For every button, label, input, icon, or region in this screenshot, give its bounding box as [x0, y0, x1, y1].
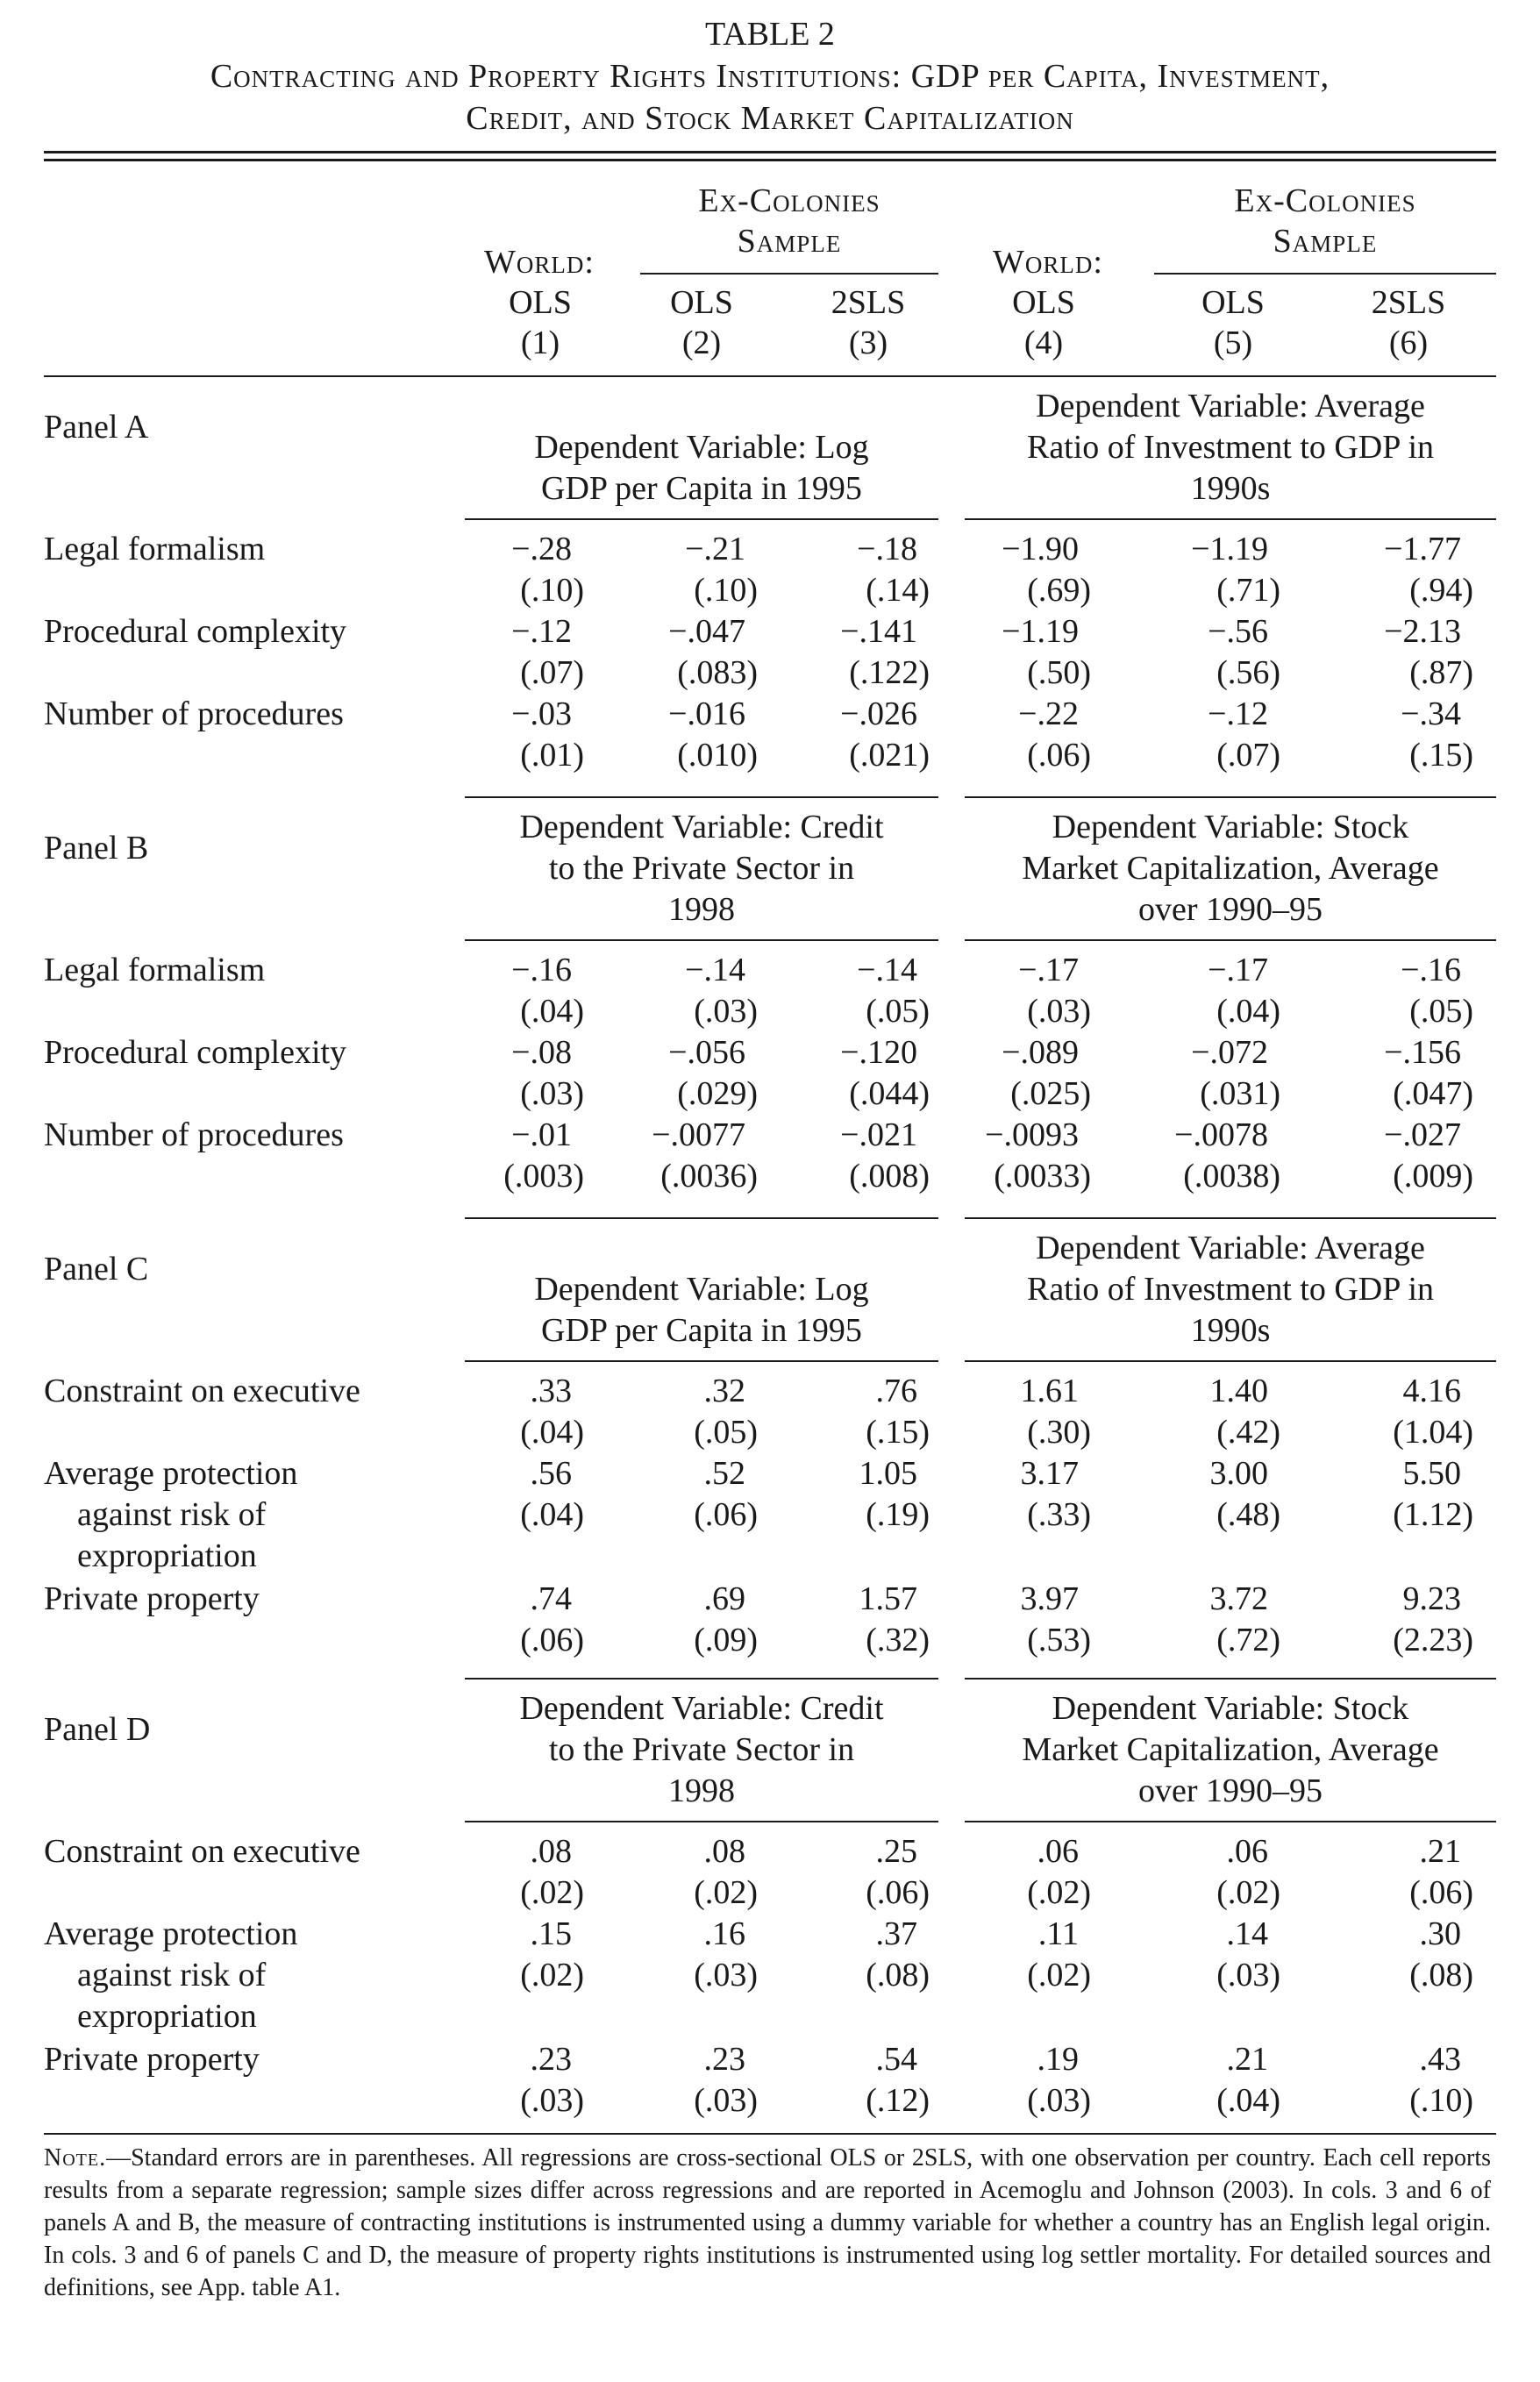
- standard-error: (.031): [1200, 1075, 1280, 1112]
- dependent-variable-left: GDP per Capita in 1995: [541, 470, 862, 507]
- standard-error: (.008): [849, 1158, 930, 1195]
- standard-error: (.04): [1216, 993, 1280, 1030]
- coefficient: −.12: [1208, 695, 1268, 732]
- coefficient: .16: [703, 1915, 745, 1952]
- coefficient: .19: [1037, 2041, 1079, 2078]
- world-header-left: World:: [484, 244, 595, 281]
- coefficient: −.089: [1002, 1034, 1079, 1071]
- dependent-variable-left: GDP per Capita in 1995: [541, 1312, 862, 1349]
- table-label: TABLE 2: [705, 16, 835, 53]
- coefficient: −1.90: [1002, 531, 1079, 567]
- column-number: (6): [1388, 324, 1429, 361]
- coefficient: −.34: [1401, 695, 1461, 732]
- panel-rule-right: [965, 518, 1496, 520]
- coefficient: .15: [530, 1915, 572, 1952]
- dependent-variable-left: to the Private Sector in: [548, 850, 855, 887]
- coefficient: −.072: [1191, 1034, 1268, 1071]
- coefficient: 1.57: [859, 1580, 917, 1617]
- coefficient: −.056: [668, 1034, 745, 1071]
- row-label: Legal formalism: [44, 952, 266, 988]
- standard-error: (.06): [1409, 1874, 1473, 1911]
- standard-error: (.53): [1027, 1622, 1091, 1658]
- coefficient: −.0093: [985, 1116, 1079, 1153]
- coefficient: −.56: [1208, 613, 1268, 650]
- coefficient: −.156: [1384, 1034, 1461, 1071]
- standard-error: (.10): [520, 572, 584, 609]
- standard-error: (.15): [1409, 737, 1473, 774]
- standard-error: (.03): [694, 2082, 758, 2119]
- standard-error: (.029): [677, 1075, 758, 1112]
- panel-rule-left: [465, 1821, 938, 1822]
- coefficient: .69: [703, 1580, 745, 1617]
- ex-colonies-header-right: Ex-Colonies: [1234, 182, 1416, 219]
- coefficient: −.08: [511, 1034, 572, 1071]
- coefficient: .23: [703, 2041, 745, 2078]
- standard-error: (.021): [849, 737, 930, 774]
- standard-error: (.05): [866, 993, 930, 1030]
- row-label: Constraint on executive: [44, 1373, 360, 1409]
- dependent-variable-right: Ratio of Investment to GDP in: [1026, 1271, 1435, 1308]
- coefficient: .11: [1037, 1915, 1079, 1952]
- coefficient: 3.97: [1020, 1580, 1079, 1617]
- coefficient: −.12: [511, 613, 572, 650]
- dependent-variable-right: Ratio of Investment to GDP in: [1026, 429, 1435, 466]
- standard-error: (.003): [503, 1158, 584, 1195]
- ex-colonies-sample-right: Sample: [1273, 223, 1378, 260]
- column-number: (5): [1213, 324, 1253, 361]
- standard-error: (.02): [1216, 1874, 1280, 1911]
- coefficient: .25: [875, 1833, 917, 1870]
- row-label: against risk of: [77, 1496, 267, 1533]
- coefficient: −.03: [511, 695, 572, 732]
- standard-error: (.047): [1393, 1075, 1473, 1112]
- dependent-variable-left: Dependent Variable: Credit: [519, 809, 884, 845]
- standard-error: (.03): [1027, 993, 1091, 1030]
- dependent-variable-right: Market Capitalization, Average: [1022, 850, 1439, 887]
- panel-rule-left: [465, 1360, 938, 1362]
- standard-error: (.03): [694, 1957, 758, 1993]
- coefficient: −.14: [685, 952, 745, 988]
- row-label: Procedural complexity: [44, 613, 347, 650]
- panel-separator-rule-left: [465, 1217, 938, 1219]
- coefficient: .30: [1419, 1915, 1461, 1952]
- coefficient: 1.61: [1020, 1373, 1079, 1409]
- coefficient: −.120: [840, 1034, 917, 1071]
- standard-error: (2.23): [1393, 1622, 1473, 1658]
- coefficient: .32: [703, 1373, 745, 1409]
- coefficient: 3.00: [1209, 1455, 1268, 1492]
- standard-error: (.03): [520, 2082, 584, 2119]
- row-label: Procedural complexity: [44, 1034, 347, 1071]
- standard-error: (.32): [866, 1622, 930, 1658]
- coefficient: −.21: [685, 531, 745, 567]
- coefficient: .06: [1226, 1833, 1268, 1870]
- column-estimator: 2SLS: [1371, 284, 1446, 321]
- coefficient: .54: [875, 2041, 917, 2078]
- panel-label: Panel D: [44, 1711, 151, 1748]
- standard-error: (.025): [1010, 1075, 1091, 1112]
- standard-error: (.09): [694, 1622, 758, 1658]
- dependent-variable-right: 1990s: [1190, 1312, 1271, 1349]
- coefficient: −.047: [668, 613, 745, 650]
- panel-rule-left: [465, 518, 938, 520]
- coefficient: −.01: [511, 1116, 572, 1153]
- standard-error: (.12): [866, 2082, 930, 2119]
- coefficient: −.0077: [652, 1116, 745, 1153]
- coefficient: −.22: [1018, 695, 1079, 732]
- dependent-variable-left: to the Private Sector in: [548, 1731, 855, 1768]
- column-estimator: 2SLS: [831, 284, 906, 321]
- coefficient: 4.16: [1402, 1373, 1461, 1409]
- standard-error: (.50): [1027, 654, 1091, 691]
- table-caption-line-1: Contracting and Property Rights Institutions: GDP per Capita, Investment,: [210, 58, 1330, 95]
- column-number: (4): [1023, 324, 1064, 361]
- column-number: (1): [520, 324, 560, 361]
- ex-colonies-rule-right: [1154, 273, 1496, 275]
- dependent-variable-right: over 1990–95: [1137, 891, 1323, 928]
- coefficient: −.027: [1384, 1116, 1461, 1153]
- dependent-variable-right: Dependent Variable: Average: [1036, 1230, 1425, 1266]
- standard-error: (.02): [694, 1874, 758, 1911]
- coefficient: .08: [530, 1833, 572, 1870]
- standard-error: (.10): [694, 572, 758, 609]
- standard-error: (.05): [694, 1414, 758, 1451]
- row-label: Number of procedures: [44, 695, 344, 732]
- standard-error: (.04): [520, 993, 584, 1030]
- standard-error: (.010): [677, 737, 758, 774]
- standard-error: (.19): [866, 1496, 930, 1533]
- row-label: expropriation: [77, 1537, 257, 1574]
- coefficient: −.18: [857, 531, 917, 567]
- standard-error: (.15): [866, 1414, 930, 1451]
- coefficient: 3.17: [1020, 1455, 1079, 1492]
- coefficient: 1.40: [1209, 1373, 1268, 1409]
- coefficient: .14: [1226, 1915, 1268, 1952]
- panel-separator-rule-left: [465, 796, 938, 798]
- row-label: Constraint on executive: [44, 1833, 360, 1870]
- standard-error: (.01): [520, 737, 584, 774]
- standard-error: (.42): [1216, 1414, 1280, 1451]
- standard-error: (.0033): [994, 1158, 1091, 1195]
- world-header-right: World:: [993, 244, 1103, 281]
- standard-error: (.02): [520, 1874, 584, 1911]
- dependent-variable-right: Dependent Variable: Stock: [1052, 1690, 1409, 1727]
- top-rule-second: [44, 159, 1496, 161]
- table-caption-line-2: Credit, and Stock Market Capitalization: [466, 100, 1074, 137]
- coefficient: −2.13: [1384, 613, 1461, 650]
- panel-separator-rule-right: [965, 796, 1496, 798]
- note-text: —Standard errors are in parentheses. All regressions are cross-sectional OLS or 2SLS, with one observation per country. Each cell reports results from a separate regression; sample sizes differ across regressions and are reported in Acemoglu and Johnson (2003). In cols. 3 and 6 of panels A and B, the measure of contracting institutions is instrumented using a dummy variable for whether a country has an English legal origin. In cols. 3 and 6 of panels C and D, the measure of property rights institutions is instrumented using log settler mortality. For detailed sources and definitions, see App. table A1.: [44, 2144, 1491, 2301]
- standard-error: (.03): [1027, 2082, 1091, 2119]
- dependent-variable-right: Dependent Variable: Average: [1036, 388, 1425, 424]
- standard-error: (.56): [1216, 654, 1280, 691]
- standard-error: (.04): [1216, 2082, 1280, 2119]
- ex-colonies-header-left: Ex-Colonies: [698, 182, 881, 219]
- coefficient: .74: [530, 1580, 572, 1617]
- dependent-variable-left: 1998: [668, 891, 735, 928]
- standard-error: (.06): [866, 1874, 930, 1911]
- standard-error: (.03): [694, 993, 758, 1030]
- coefficient: .76: [875, 1373, 917, 1409]
- panel-label: Panel B: [44, 830, 149, 867]
- panel-separator-rule-right: [965, 1678, 1496, 1680]
- coefficient: −.0078: [1174, 1116, 1268, 1153]
- standard-error: (.71): [1216, 572, 1280, 609]
- standard-error: (.14): [866, 572, 930, 609]
- dependent-variable-right: Dependent Variable: Stock: [1052, 809, 1409, 845]
- panel-rule-left: [465, 939, 938, 941]
- standard-error: (.33): [1027, 1496, 1091, 1533]
- coefficient: −1.19: [1002, 613, 1079, 650]
- ex-colonies-rule-left: [640, 273, 938, 275]
- standard-error: (.06): [1027, 737, 1091, 774]
- dependent-variable-left: Dependent Variable: Log: [534, 1271, 869, 1308]
- standard-error: (.044): [849, 1075, 930, 1112]
- coefficient: −.17: [1208, 952, 1268, 988]
- column-estimator: OLS: [1201, 284, 1265, 321]
- coefficient: −.021: [840, 1116, 917, 1153]
- standard-error: (.08): [1409, 1957, 1473, 1993]
- coefficient: .08: [703, 1833, 745, 1870]
- coefficient: .52: [703, 1455, 745, 1492]
- coefficient: −.17: [1018, 952, 1079, 988]
- column-number: (3): [848, 324, 888, 361]
- row-label: Private property: [44, 2041, 260, 2078]
- ex-colonies-sample-left: Sample: [737, 223, 842, 260]
- coefficient: −.16: [1401, 952, 1461, 988]
- standard-error: (.07): [520, 654, 584, 691]
- standard-error: (.0036): [660, 1158, 758, 1195]
- standard-error: (.083): [677, 654, 758, 691]
- standard-error: (.08): [866, 1957, 930, 1993]
- dependent-variable-left: Dependent Variable: Credit: [519, 1690, 884, 1727]
- standard-error: (1.04): [1393, 1414, 1473, 1451]
- coefficient: .56: [530, 1455, 572, 1492]
- coefficient: 9.23: [1402, 1580, 1461, 1617]
- standard-error: (.87): [1409, 654, 1473, 691]
- panel-rule-right: [965, 1360, 1496, 1362]
- coefficient: −1.77: [1384, 531, 1461, 567]
- standard-error: (.009): [1393, 1158, 1473, 1195]
- standard-error: (.02): [1027, 1874, 1091, 1911]
- dependent-variable-right: Market Capitalization, Average: [1022, 1731, 1439, 1768]
- header-bottom-rule: [44, 375, 1496, 377]
- standard-error: (.30): [1027, 1414, 1091, 1451]
- coefficient: −.026: [840, 695, 917, 732]
- coefficient: 1.05: [859, 1455, 917, 1492]
- standard-error: (.0038): [1183, 1158, 1280, 1195]
- row-label: Private property: [44, 1580, 260, 1617]
- column-estimator: OLS: [509, 284, 572, 321]
- coefficient: .23: [530, 2041, 572, 2078]
- coefficient: .06: [1037, 1833, 1079, 1870]
- top-rule: [44, 151, 1496, 153]
- dependent-variable-right: 1990s: [1190, 470, 1271, 507]
- row-label: expropriation: [77, 1998, 257, 2035]
- standard-error: (.94): [1409, 572, 1473, 609]
- column-estimator: OLS: [1012, 284, 1075, 321]
- panel-rule-right: [965, 1821, 1496, 1822]
- row-label: Legal formalism: [44, 531, 266, 567]
- row-label: Average protection: [44, 1915, 298, 1952]
- standard-error: (.02): [520, 1957, 584, 1993]
- coefficient: .21: [1419, 1833, 1461, 1870]
- coefficient: .21: [1226, 2041, 1268, 2078]
- coefficient: .43: [1419, 2041, 1461, 2078]
- coefficient: −.016: [668, 695, 745, 732]
- dependent-variable-right: over 1990–95: [1137, 1772, 1323, 1809]
- standard-error: (.72): [1216, 1622, 1280, 1658]
- panel-label: Panel A: [44, 409, 149, 446]
- panel-separator-rule-left: [465, 1678, 938, 1680]
- column-estimator: OLS: [670, 284, 733, 321]
- standard-error: (.02): [1027, 1957, 1091, 1993]
- standard-error: (.05): [1409, 993, 1473, 1030]
- coefficient: 5.50: [1402, 1455, 1461, 1492]
- coefficient: .33: [530, 1373, 572, 1409]
- coefficient: −.14: [857, 952, 917, 988]
- panel-label: Panel C: [44, 1251, 149, 1287]
- coefficient: 3.72: [1209, 1580, 1268, 1617]
- standard-error: (.06): [694, 1496, 758, 1533]
- panel-rule-right: [965, 939, 1496, 941]
- column-number: (2): [681, 324, 722, 361]
- standard-error: (1.12): [1393, 1496, 1473, 1533]
- dependent-variable-left: Dependent Variable: Log: [534, 429, 869, 466]
- bottom-rule: [44, 2133, 1496, 2135]
- table-note: [44, 2142, 1491, 2304]
- coefficient: .37: [875, 1915, 917, 1952]
- coefficient: −1.19: [1191, 531, 1268, 567]
- dependent-variable-left: 1998: [668, 1772, 735, 1809]
- coefficient: −.16: [511, 952, 572, 988]
- coefficient: −.28: [511, 531, 572, 567]
- standard-error: (.04): [520, 1496, 584, 1533]
- standard-error: (.04): [520, 1414, 584, 1451]
- panel-separator-rule-right: [965, 1217, 1496, 1219]
- coefficient: −.141: [840, 613, 917, 650]
- standard-error: (.03): [520, 1075, 584, 1112]
- row-label: Number of procedures: [44, 1116, 344, 1153]
- standard-error: (.07): [1216, 737, 1280, 774]
- note-prefix: Note.: [44, 2144, 107, 2172]
- standard-error: (.69): [1027, 572, 1091, 609]
- standard-error: (.03): [1216, 1957, 1280, 1993]
- standard-error: (.48): [1216, 1496, 1280, 1533]
- standard-error: (.06): [520, 1622, 584, 1658]
- standard-error: (.10): [1409, 2082, 1473, 2119]
- standard-error: (.122): [849, 654, 930, 691]
- row-label: Average protection: [44, 1455, 298, 1492]
- row-label: against risk of: [77, 1957, 267, 1993]
